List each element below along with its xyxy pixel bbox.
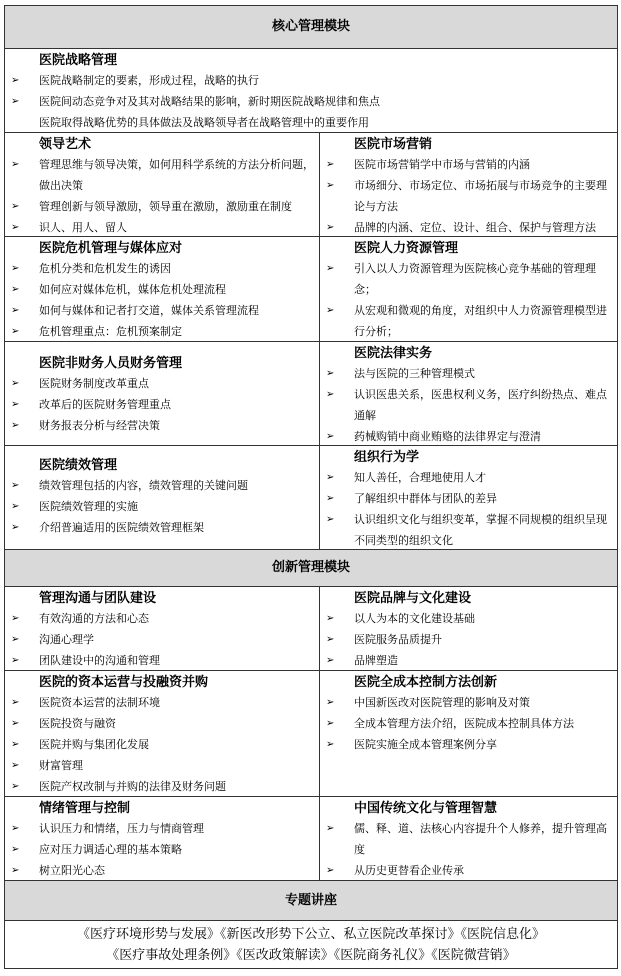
block-title: 领导艺术 bbox=[39, 137, 92, 152]
bullet-icon: ➢ bbox=[326, 493, 335, 504]
list-item: ➢ 医院市场营销学中市场与营销的内涵 bbox=[324, 154, 613, 175]
block-title: 医院市场营销 bbox=[354, 137, 433, 152]
bullet-icon: ➢ bbox=[326, 389, 335, 400]
bullet-icon: ➢ bbox=[11, 420, 20, 431]
block-title: 中国传统文化与管理智慧 bbox=[354, 801, 498, 816]
list-item: ➢ 介绍普遍适用的医院绩效管理框架 bbox=[9, 517, 315, 538]
block-performance bbox=[5, 446, 320, 549]
section-title: 创新管理模块 bbox=[271, 560, 350, 575]
list-item: ➢ 中国新医改对医院管理的影响及对策 bbox=[324, 692, 613, 713]
list-item: ➢ 全成本管理方法介绍，医院成本控制具体方法 bbox=[324, 713, 613, 734]
list-item: ➢ 绩效管理包括的内容，绩效管理的关键问题 bbox=[9, 475, 315, 496]
list-item: ➢ 法与医院的三种管理模式 bbox=[324, 363, 613, 384]
bullet-icon: ➢ bbox=[326, 697, 335, 708]
bullet-icon: ➢ bbox=[11, 222, 20, 233]
block-title: 医院品牌与文化建设 bbox=[354, 591, 472, 606]
bullet-icon: ➢ bbox=[326, 159, 335, 170]
bullet-icon: ➢ bbox=[11, 326, 20, 337]
list-item: ➢ 认识压力和情绪，压力与情商管理 bbox=[9, 818, 315, 839]
block-leadership bbox=[5, 133, 320, 236]
bullet-icon: ➢ bbox=[11, 718, 20, 729]
list-item: ➢ 品牌塑造 bbox=[324, 650, 613, 670]
list-item: ➢ 医院财务制度改革重点 bbox=[9, 373, 315, 394]
list-item: ➢ 医院服务品质提升 bbox=[324, 629, 613, 650]
list-item: ➢ 知人善任，合理地使用人才 bbox=[324, 467, 613, 488]
list-item: ➢ 医院战略制定的要素，形成过程，战略的执行 bbox=[9, 70, 613, 91]
bullet-icon: ➢ bbox=[11, 378, 20, 389]
section-header-lectures bbox=[5, 881, 617, 921]
list-item: ➢ 树立阳光心态 bbox=[9, 860, 315, 880]
list-item: ➢ 危机管理重点：危机预案制定 bbox=[9, 321, 315, 341]
lecture-list bbox=[5, 921, 617, 968]
bullet-icon: ➢ bbox=[11, 263, 20, 274]
block-legal bbox=[320, 342, 617, 445]
block-crisis bbox=[5, 237, 320, 341]
bullet-icon: ➢ bbox=[326, 514, 335, 525]
bullet-icon: ➢ bbox=[11, 501, 20, 512]
bullet-icon: ➢ bbox=[11, 522, 20, 533]
list-item: ➢ 医院实施全成本管理案例分享 bbox=[324, 734, 613, 755]
list-item: ➢ 有效沟通的方法和心态 bbox=[9, 608, 315, 629]
row-4 bbox=[5, 446, 617, 550]
bullet-icon: ➢ bbox=[326, 305, 335, 316]
bullet-icon: ➢ bbox=[11, 844, 20, 855]
bullet-icon: ➢ bbox=[11, 613, 20, 624]
block-title: 医院法律实务 bbox=[354, 346, 433, 361]
block-communication bbox=[5, 587, 320, 670]
bullet-icon: ➢ bbox=[326, 655, 335, 666]
list-item: ➢ 认识医患关系，医患权利义务，医疗纠纷热点、难点通解 bbox=[324, 384, 613, 426]
list-item: ➢ 识人、用人、留人 bbox=[9, 217, 315, 236]
list-item: ➢ 医院并购与集团化发展 bbox=[9, 734, 315, 755]
block-marketing bbox=[320, 133, 617, 236]
list-item: ➢ 认识组织文化与组织变革，掌握不同规模的组织呈现不同类型的组织文化 bbox=[324, 509, 613, 549]
bullet-icon: ➢ bbox=[326, 180, 335, 191]
block-emotion bbox=[5, 797, 320, 880]
bullet-icon: ➢ bbox=[326, 222, 335, 233]
bullet-icon: ➢ bbox=[11, 823, 20, 834]
block-brand bbox=[320, 587, 617, 670]
block-capital bbox=[5, 671, 320, 796]
list-item: ➢ 了解组织中群体与团队的差异 bbox=[324, 488, 613, 509]
list-item: ➢ 应对压力调适心理的基本策略 bbox=[9, 839, 315, 860]
list-item: ➢ 沟通心理学 bbox=[9, 629, 315, 650]
list-item: ➢ 医院绩效管理的实施 bbox=[9, 496, 315, 517]
row-3 bbox=[5, 342, 617, 446]
list-item: ➢ 以人为本的文化建设基础 bbox=[324, 608, 613, 629]
section-header-innovation bbox=[5, 550, 617, 587]
row-2 bbox=[5, 237, 617, 342]
list-item: ➢ 从宏观和微观的角度，对组织中人力资源管理模型进行分析； bbox=[324, 300, 613, 341]
list-item: ➢ 管理创新与领导激励，领导重在激励，激励重在制度 bbox=[9, 196, 315, 217]
bullet-icon: ➢ bbox=[326, 368, 335, 379]
list-item: ➢ 儒、释、道、法核心内容提升个人修养，提升管理高度 bbox=[324, 818, 613, 860]
row-1 bbox=[5, 133, 617, 237]
list-item: ➢ 引入以人力资源管理为医院核心竞争基础的管理理念； bbox=[324, 258, 613, 300]
list-item: ➢ 医院投资与融资 bbox=[9, 713, 315, 734]
course-table bbox=[4, 5, 618, 969]
bullet-icon: ➢ bbox=[326, 634, 335, 645]
row-7 bbox=[5, 797, 617, 881]
bullet-icon: ➢ bbox=[11, 697, 20, 708]
section-header-core bbox=[5, 6, 617, 49]
list-item: ➢ 如何与媒体和记者打交道，媒体关系管理流程 bbox=[9, 300, 315, 321]
bullet-icon: ➢ bbox=[326, 263, 335, 274]
list-item: ➢ 市场细分、市场定位、市场拓展与市场竞争的主要理论与方法 bbox=[324, 175, 613, 217]
bullet-icon: ➢ bbox=[11, 480, 20, 491]
bullet-icon: ➢ bbox=[11, 159, 20, 170]
bullet-icon: ➢ bbox=[11, 655, 20, 666]
list-item: ➢ 品牌的内涵、定位、设计、组合、保护与管理方法 bbox=[324, 217, 613, 236]
section-title: 核心管理模块 bbox=[271, 19, 350, 34]
list-item: ➢ 财富管理 bbox=[9, 755, 315, 776]
bullet-icon: ➢ bbox=[11, 75, 20, 86]
bullet-icon: ➢ bbox=[11, 781, 20, 792]
list-item: ➢ 改革后的医院财务管理重点 bbox=[9, 394, 315, 415]
list-item: ➢ 危机分类和危机发生的诱因 bbox=[9, 258, 315, 279]
list-item: ➢ 管理思维与领导决策，如何用科学系统的方法分析问题，做出决策 bbox=[9, 154, 315, 196]
bullet-icon: ➢ bbox=[11, 305, 20, 316]
bullet-icon: ➢ bbox=[11, 96, 20, 107]
block-title: 医院战略管理 bbox=[39, 53, 118, 68]
list-item: ➢ 财务报表分析与经营决策 bbox=[9, 415, 315, 436]
list-item: ➢ 如何应对媒体危机，媒体危机处理流程 bbox=[9, 279, 315, 300]
lecture-line: 《医疗环境形势与发展》《新医改形势下公立、私立医院改革探讨》《医院信息化》 bbox=[76, 927, 545, 942]
block-title: 组织行为学 bbox=[354, 450, 420, 465]
bullet-icon: ➢ bbox=[11, 284, 20, 295]
list-item: ➢ 团队建设中的沟通和管理 bbox=[9, 650, 315, 670]
block-title: 医院人力资源管理 bbox=[354, 241, 459, 256]
bullet-icon: ➢ bbox=[326, 823, 335, 834]
bullet-icon: ➢ bbox=[326, 718, 335, 729]
bullet-icon: ➢ bbox=[326, 865, 335, 876]
block-cost-control bbox=[320, 671, 617, 796]
bullet-icon: ➢ bbox=[11, 201, 20, 212]
list-item: ➢ 医院产权改制与并购的法律及财务问题 bbox=[9, 776, 315, 796]
list-item: ➢ 医院间动态竞争对及其对战略结果的影响，新时期医院战略规律和焦点 bbox=[9, 91, 613, 112]
block-title: 管理沟通与团队建设 bbox=[39, 591, 157, 606]
row-strategy bbox=[5, 49, 617, 133]
bullet-icon: ➢ bbox=[11, 760, 20, 771]
block-finance bbox=[5, 342, 320, 445]
row-6 bbox=[5, 671, 617, 797]
block-title: 医院危机管理与媒体应对 bbox=[39, 241, 183, 256]
list-item: ➢ 药械购销中商业贿赂的法律界定与澄清 bbox=[324, 426, 613, 445]
block-hr bbox=[320, 237, 617, 341]
block-title: 医院非财务人员财务管理 bbox=[39, 356, 183, 371]
bullet-icon: ➢ bbox=[326, 431, 335, 442]
list-item: ➢ 医院资本运营的法制环境 bbox=[9, 692, 315, 713]
section-title: 专题讲座 bbox=[284, 893, 337, 908]
bullet-icon: ➢ bbox=[11, 399, 20, 410]
bullet-icon: ➢ bbox=[11, 865, 20, 876]
block-title: 医院绩效管理 bbox=[39, 458, 118, 473]
lecture-line: 《医疗事故处理条例》《医改政策解读》《医院商务礼仪》《医院微营销》 bbox=[106, 948, 516, 963]
block-title: 情绪管理与控制 bbox=[39, 801, 131, 816]
bullet-icon: ➢ bbox=[326, 472, 335, 483]
list-item: 医院取得战略优势的具体做法及战略领导者在战略管理中的重要作用 bbox=[39, 116, 369, 129]
block-tradition bbox=[320, 797, 617, 880]
bullet-icon: ➢ bbox=[326, 613, 335, 624]
bullet-icon: ➢ bbox=[11, 634, 20, 645]
list-item: ➢ 从历史更替看企业传承 bbox=[324, 860, 613, 880]
bullet-icon: ➢ bbox=[11, 739, 20, 750]
block-org-behavior bbox=[320, 446, 617, 549]
block-strategy bbox=[5, 49, 617, 132]
block-title: 医院的资本运营与投融资并购 bbox=[39, 675, 209, 690]
row-5 bbox=[5, 587, 617, 671]
bullet-icon: ➢ bbox=[326, 739, 335, 750]
block-title: 医院全成本控制方法创新 bbox=[354, 675, 498, 690]
